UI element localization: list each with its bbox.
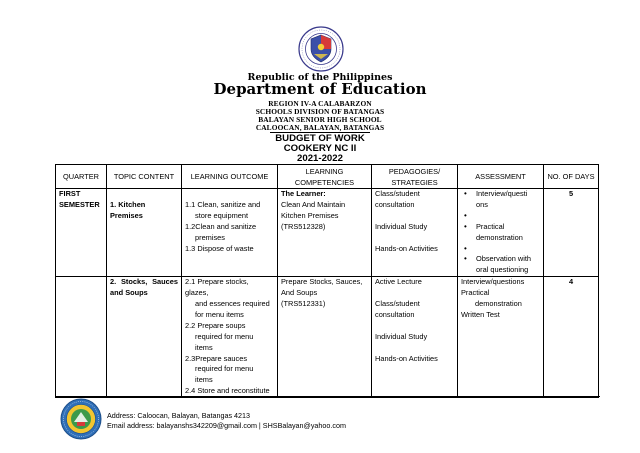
assessment-cell xyxy=(458,189,544,277)
budget-of-work-table xyxy=(55,164,599,398)
division-label: SCHOOLS DIVISION OF BATANGAS xyxy=(255,107,385,116)
column-header-quarter: QUARTER xyxy=(56,165,107,189)
quarter-cell xyxy=(56,277,107,398)
outcome-cell: 1.1 Clean, sanitize and store equipment 1.2Clean and sanitize premises 1.3 Dispose of waste xyxy=(182,189,278,277)
outcome-cell: 2.1 Prepare stocks, glazes, and essences required for menu items 2.2 Prepare soups required for menu items 2.3Prepare sauces required for menu items 2.4 Store and reconstitute xyxy=(182,277,278,398)
school-year: 2021-2022 xyxy=(297,153,343,164)
list-item: • Practical demonstration xyxy=(461,222,540,244)
school-seal-logo xyxy=(60,398,102,440)
competency-cell: The Learner: Clean And Maintain Kitchen Premises (TRS512328) xyxy=(278,189,372,277)
course-title: COOKERY NC II xyxy=(283,143,357,154)
pedagogy-cell: Class/student consultation Individual Study Hands-on Activities xyxy=(372,189,458,277)
footer-address: Address: Caloocan, Balayan, Batangas 4213 xyxy=(107,411,251,420)
deped-seal-logo xyxy=(298,26,344,72)
list-item: • Observation with oral questioning xyxy=(461,254,540,276)
topic-cell: 1. Kitchen Premises xyxy=(107,189,182,277)
republic-title: Republic of the Philippines xyxy=(247,72,393,83)
school-label: BALAYAN SENIOR HIGH SCHOOL xyxy=(258,115,382,124)
days-cell: 5 xyxy=(544,189,599,277)
school-address-label: CALOOCAN, BALAYAN, BATANGAS xyxy=(255,123,385,132)
region-label: REGION IV-A CALABARZON xyxy=(268,99,372,108)
table-header-row xyxy=(56,165,599,189)
pedagogy-cell: Active Lecture Class/student consultation Individual Study Hands-on Activities xyxy=(372,277,458,398)
footer-email: Email address: balayanshs342209@gmail.com | SHSBalayan@yahoo.com xyxy=(107,421,346,430)
list-item: • Interview/questi ons xyxy=(461,189,540,211)
column-header-assessment: ASSESSMENT xyxy=(458,165,544,189)
department-title: Department of Education xyxy=(213,80,427,98)
column-header-topic: TOPIC CONTENT xyxy=(107,165,182,189)
column-header-outcome: LEARNING OUTCOME xyxy=(182,165,278,189)
quarter-cell: FIRST SEMESTER xyxy=(56,189,107,277)
column-header-competencies: LEARNING COMPETENCIES xyxy=(278,165,372,189)
competency-cell: Prepare Stocks, Sauces, And Soups (TRS512331) xyxy=(278,277,372,398)
table-row xyxy=(56,189,599,277)
table-row xyxy=(56,277,599,398)
topic-cell: 2. Stocks, Sauces and Soups xyxy=(107,277,182,398)
footer-divider xyxy=(55,396,600,397)
days-cell: 4 xyxy=(544,277,599,398)
column-header-days: NO. OF DAYS xyxy=(544,165,599,189)
document-title: BUDGET OF WORK xyxy=(275,133,365,144)
assessment-cell: Interview/questions Practical demonstration Written Test xyxy=(458,277,544,398)
column-header-pedagogies: PEDAGOGIES/ STRATEGIES xyxy=(372,165,458,189)
